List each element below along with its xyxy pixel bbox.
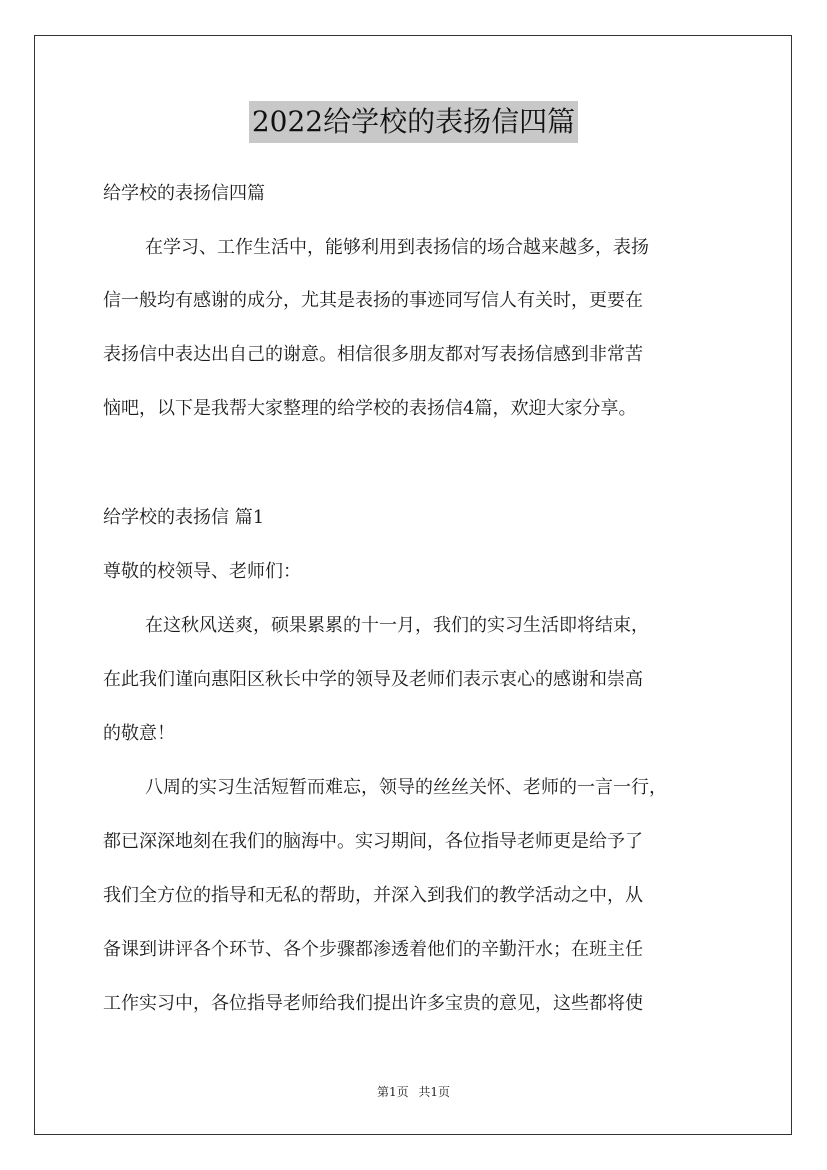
title-container: [0, 101, 827, 143]
paragraph1-line-3: 的敬意！: [103, 723, 175, 744]
intro-line-3: 表扬信中表达出自己的谢意。相信很多朋友都对写表扬信感到非常苦: [103, 344, 643, 365]
page-number: 第1页: [376, 1085, 409, 1099]
paragraph1-line-1: 在这秋风送爽，硕果累累的十一月，我们的实习生活即将结束，: [145, 615, 649, 636]
page-total: 共1页: [418, 1085, 451, 1099]
intro-line-4: 恼吧，以下是我帮大家整理的给学校的表扬信4篇，欢迎大家分享。: [103, 398, 637, 419]
paragraph2-line-5: 工作实习中，各位指导老师给我们提出许多宝贵的意见，这些都将使: [103, 993, 643, 1014]
paragraph1-line-2: 在此我们谨向惠阳区秋长中学的领导及老师们表示衷心的感谢和崇高: [103, 669, 643, 690]
document-title: 2022给学校的表扬信四篇: [249, 101, 578, 143]
page-footer: [0, 1084, 827, 1100]
paragraph2-line-1: 八周的实习生活短暂而难忘，领导的丝丝关怀、老师的一言一行，: [145, 777, 667, 798]
subtitle: 给学校的表扬信四篇: [103, 183, 265, 204]
section-heading: 给学校的表扬信 篇1: [103, 507, 265, 528]
paragraph2-line-4: 备课到讲评各个环节、各个步骤都渗透着他们的辛勤汗水；在班主任: [103, 939, 643, 960]
intro-line-2: 信一般均有感谢的成分，尤其是表扬的事迹同写信人有关时，更要在: [103, 290, 643, 311]
paragraph2-line-3: 我们全方位的指导和无私的帮助，并深入到我们的教学活动之中，从: [103, 885, 643, 906]
salutation: 尊敬的校领导、老师们：: [103, 561, 301, 582]
paragraph2-line-2: 都已深深地刻在我们的脑海中。实习期间，各位指导老师更是给予了: [103, 831, 643, 852]
intro-line-1: 在学习、工作生活中，能够利用到表扬信的场合越来越多，表扬: [145, 237, 649, 258]
